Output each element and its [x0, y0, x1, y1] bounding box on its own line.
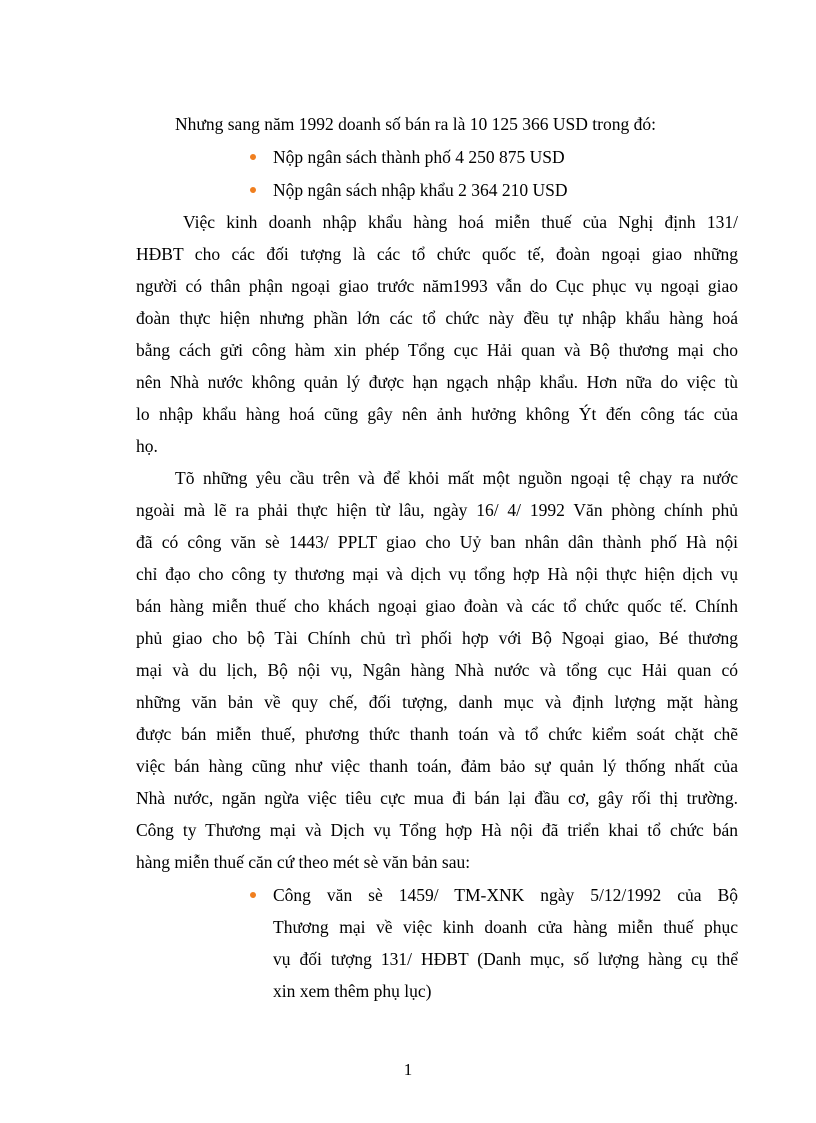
- bullet-item-line: Thương mại về việc kinh doanh cửa hàng miễn thuế phục: [273, 917, 738, 937]
- bullet-item-line: xin xem thêm phụ lục): [273, 981, 432, 1001]
- paragraph-1-line: lo nhập khẩu hàng hoá cũng gây nên ảnh hưởng không Ýt đến công tác của: [136, 404, 738, 424]
- paragraph-2-line: đã có công văn sè 1443/ PPLT giao cho Uỷ ban nhân dân thành phố Hà nội: [136, 532, 738, 552]
- bullet-icon: [250, 892, 256, 898]
- paragraph-2-line: được bán miễn thuế, phương thức thanh toán và tổ chức kiểm soát chặt chẽ: [136, 724, 738, 744]
- paragraph-1-line: người có thân phận ngoại giao trước năm1993 vẫn do Cục phục vụ ngoại giao: [136, 276, 738, 296]
- bullet-item: Nộp ngân sách nhập khẩu 2 364 210 USD: [273, 180, 568, 200]
- paragraph-2-line: hàng miễn thuế căn cứ theo mét sè văn bản sau:: [136, 852, 471, 872]
- bullet-item-line: Công văn sè 1459/ TM-XNK ngày 5/12/1992 của Bộ: [273, 885, 738, 905]
- bullet-icon: [250, 154, 256, 160]
- paragraph-2-line: Nhà nước, ngăn ngừa việc tiêu cực mua đi bán lại đầu cơ, gây rối thị trường.: [136, 788, 738, 808]
- paragraph-2-line: Công ty Thương mại và Dịch vụ Tổng hợp Hà nội đã triển khai tổ chức bán: [136, 820, 738, 840]
- paragraph-2-line: Tõ những yêu cầu trên và để khỏi mất một nguồn ngoại tệ chạy ra nước: [175, 468, 738, 488]
- paragraph-1-line: bằng cách gửi công hàm xin phép Tổng cục Hải quan và Bộ thương mại cho: [136, 340, 738, 360]
- bullet-item: Nộp ngân sách thành phố 4 250 875 USD: [273, 147, 565, 167]
- paragraph-1-line: HĐBT cho các đối tượng là các tổ chức quốc tế, đoàn ngoại giao những: [136, 244, 738, 264]
- paragraph-2-line: phủ giao cho bộ Tài Chính chủ trì phối hợp với Bộ Ngoại giao, Bé thương: [136, 628, 738, 648]
- intro-line: Nhưng sang năm 1992 doanh số bán ra là 10 125 366 USD trong đó:: [175, 114, 656, 134]
- page-number: 1: [403, 1060, 413, 1079]
- paragraph-2-line: những văn bản về quy chế, đối tượng, danh mục và định lượng mặt hàng: [136, 692, 738, 712]
- paragraph-1-line: nên Nhà nước không quản lý được hạn ngạch nhập khẩu. Hơn nữa do việc tù: [136, 372, 738, 392]
- paragraph-2-line: bán hàng miễn thuế cho khách ngoại giao đoàn và các tổ chức quốc tế. Chính: [136, 596, 738, 616]
- paragraph-1-line: đoàn thực hiện nhưng phần lớn các tổ chức này đều tự nhập khẩu hàng hoá: [136, 308, 738, 328]
- bullet-icon: [250, 187, 256, 193]
- paragraph-2-line: việc bán hàng cũng như việc thanh toán, đảm bảo sự quản lý thống nhất của: [136, 756, 738, 776]
- paragraph-2-line: ngoài mà lẽ ra phải thực hiện từ lâu, ngày 16/ 4/ 1992 Văn phòng chính phủ: [136, 500, 738, 520]
- bullet-item-line: vụ đối tượng 131/ HĐBT (Danh mục, số lượng hàng cụ thể: [273, 949, 738, 969]
- paragraph-1-line: Việc kinh doanh nhập khẩu hàng hoá miễn thuế của Nghị định 131/: [183, 212, 738, 232]
- paragraph-2-line: chỉ đạo cho công ty thương mại và dịch vụ tổng hợp Hà nội thực hiện dịch vụ: [136, 564, 738, 584]
- paragraph-2-line: mại và du lịch, Bộ nội vụ, Ngân hàng Nhà nước và tổng cục Hải quan có: [136, 660, 738, 680]
- paragraph-1-line: họ.: [136, 436, 158, 456]
